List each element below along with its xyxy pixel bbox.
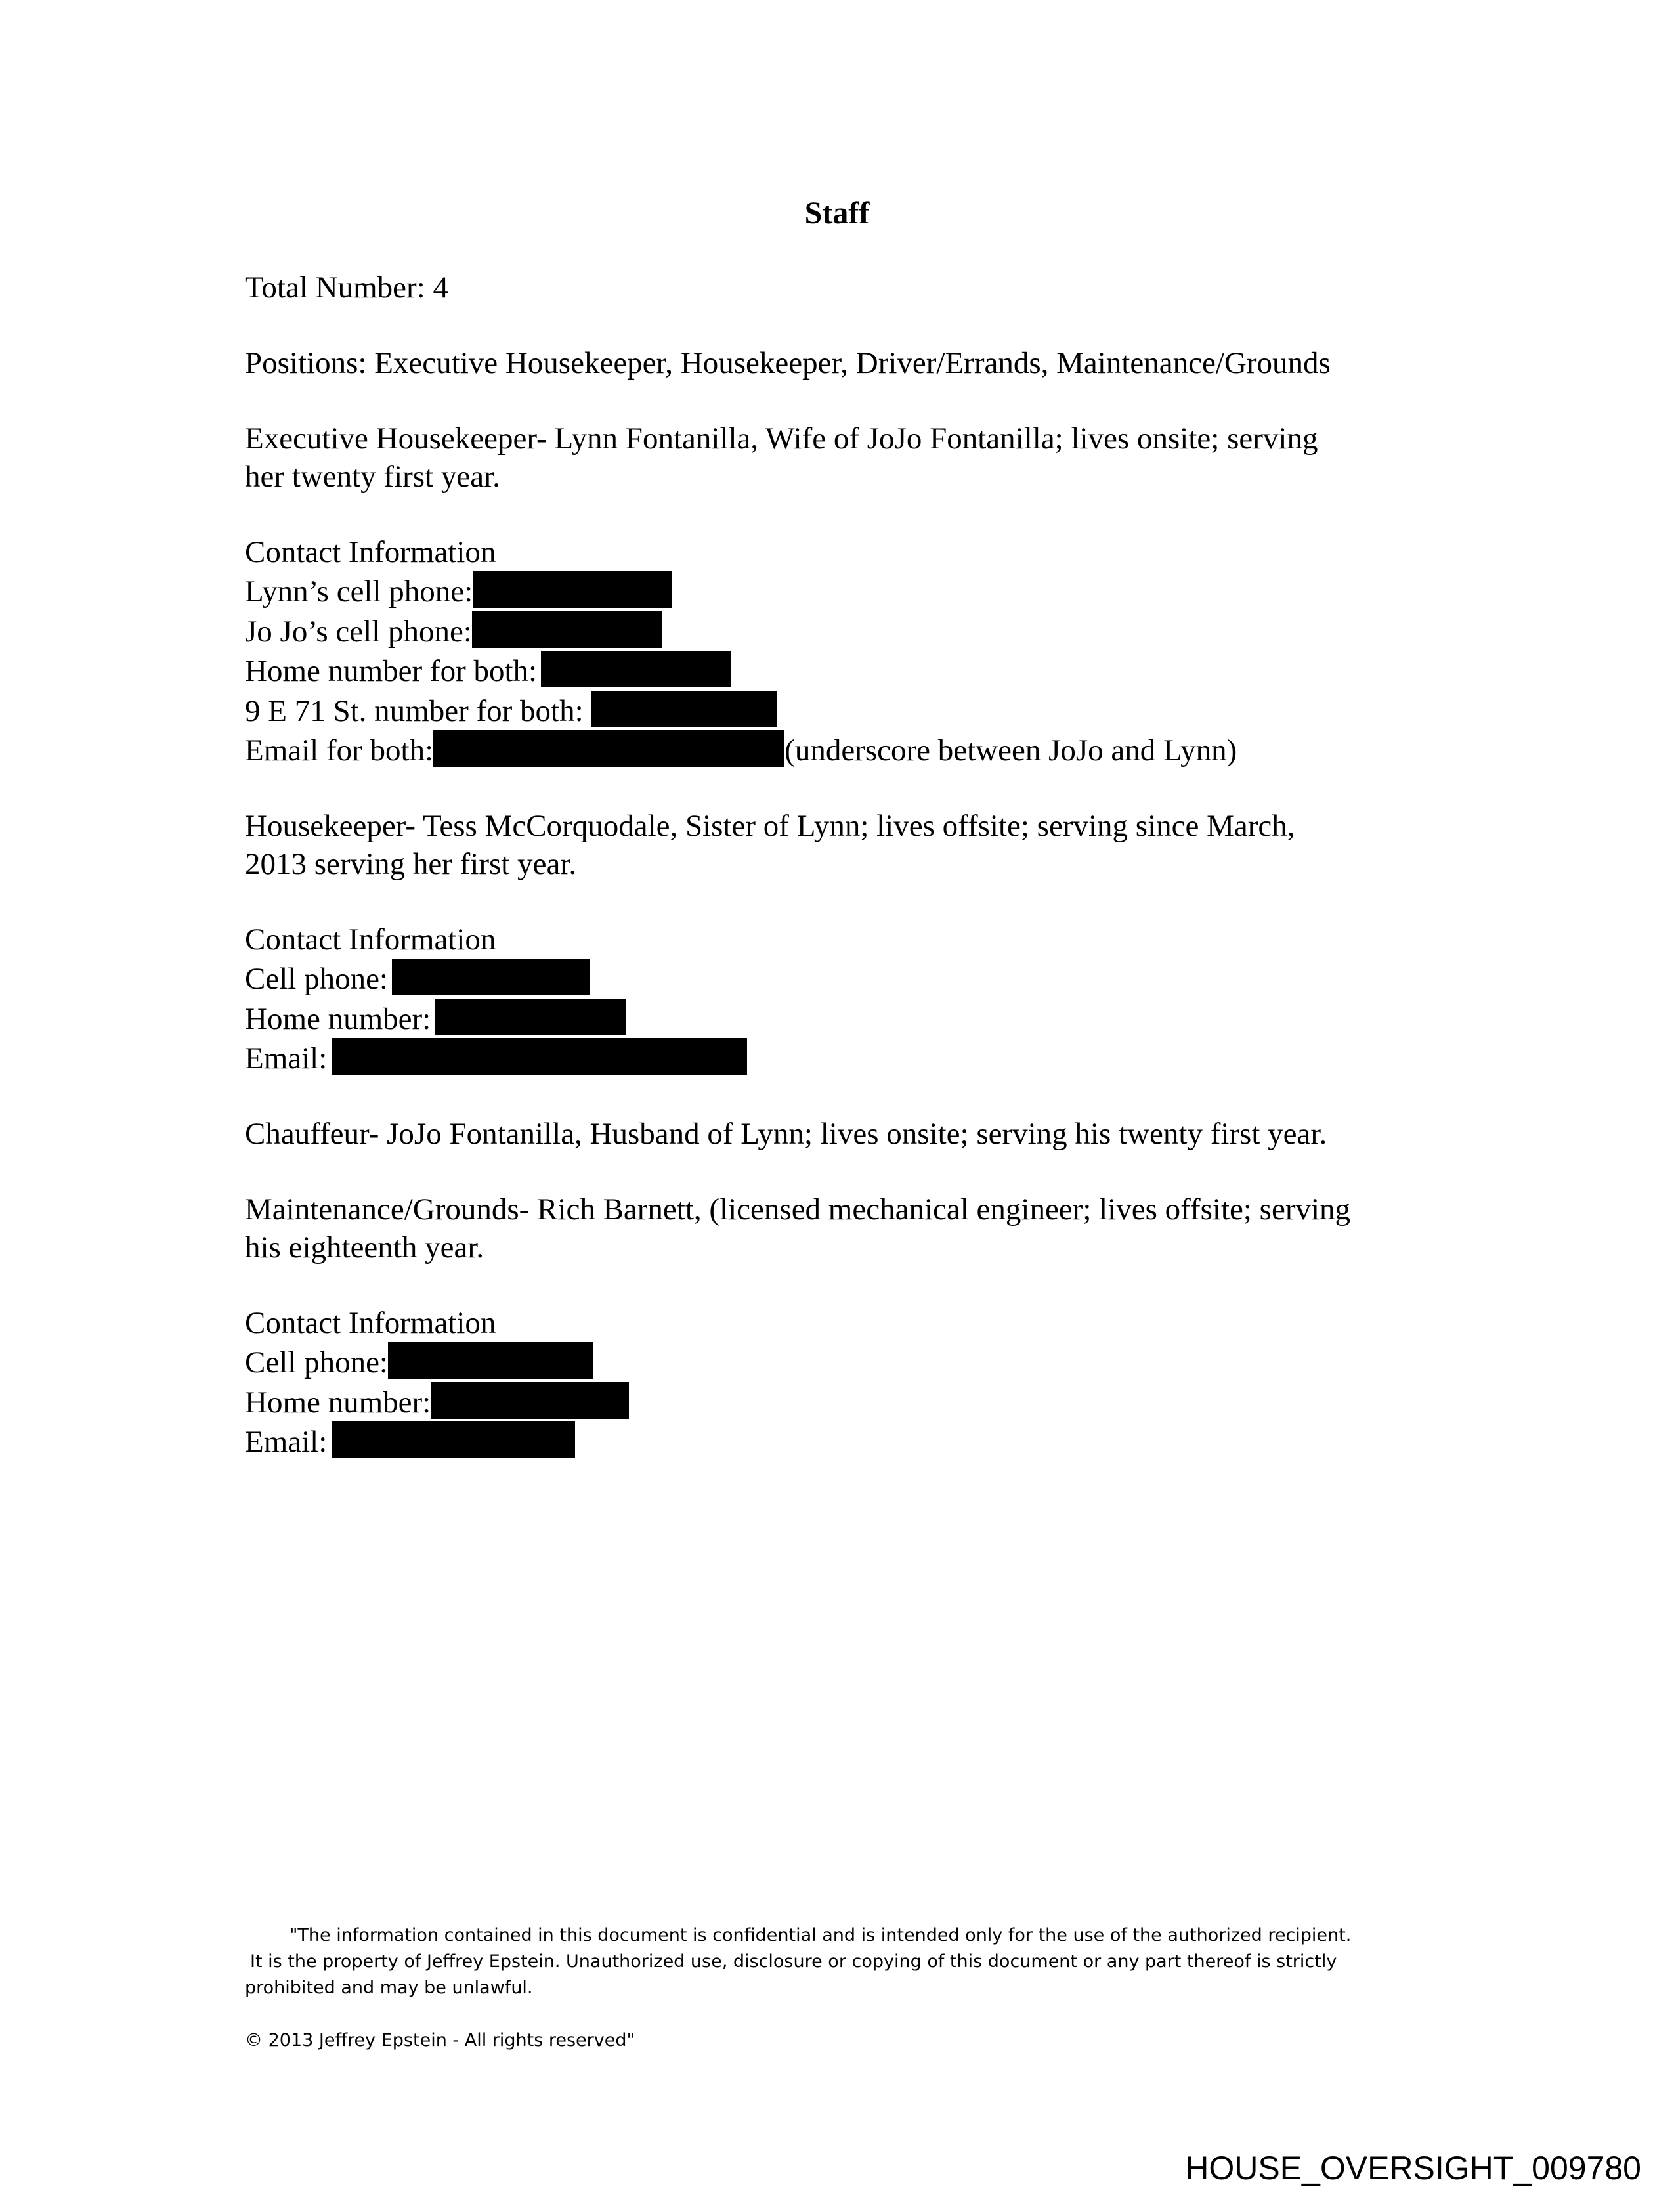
redaction-block [435, 999, 626, 1035]
notice-line3: prohibited and may be unlawful. [245, 1978, 533, 1998]
cell-label: Cell phone: [245, 1345, 388, 1379]
notice-line2: It is the property of Jeffrey Epstein. Unauthorized use, disclosure or copying of this document or any part thereof is strictly [250, 1951, 1337, 1972]
jojo-cell-row [245, 611, 1446, 651]
contact-heading: Contact Information [245, 534, 496, 569]
redaction-block [332, 1038, 747, 1075]
home-row [245, 999, 1446, 1039]
housekeeper-line2: 2013 serving her first year. [245, 846, 577, 881]
housekeeper-contact [245, 921, 1446, 1078]
maintenance-contact [245, 1305, 1446, 1462]
e71-both-row [245, 691, 1446, 731]
exec-housekeeper-line1: Executive Housekeeper- Lynn Fontanilla, Wife of JoJo Fontanilla; lives onsite; serving [245, 422, 1318, 456]
redaction-block [473, 571, 672, 608]
maintenance-section [245, 1191, 1446, 1267]
home-row [245, 1382, 1446, 1422]
email-row [245, 1038, 1446, 1078]
redaction-block [433, 730, 784, 767]
redaction-block [591, 691, 777, 727]
email-row [245, 1421, 1446, 1462]
positions-text: Positions: Executive Housekeeper, Housekeeper, Driver/Errands, Maintenance/Grounds [245, 346, 1331, 380]
confidentiality-notice [245, 1922, 1427, 2001]
redaction-block [472, 611, 662, 648]
home-label: Home number: [245, 1001, 431, 1036]
housekeeper-line1: Housekeeper- Tess McCorquodale, Sister of Lynn; lives offsite; serving since March, [245, 809, 1295, 843]
redaction-block [541, 651, 731, 687]
total-number [245, 269, 1446, 307]
contact-heading: Contact Information [245, 922, 496, 957]
maintenance-line1: Maintenance/Grounds- Rich Barnett, (licensed mechanical engineer; lives offsite; serving [245, 1192, 1351, 1226]
positions [245, 345, 1446, 383]
chauffeur-line1: Chauffeur- JoJo Fontanilla, Husband of Lynn; lives onsite; serving his twenty first year. [245, 1117, 1327, 1151]
email-both-label: Email for both: [245, 733, 434, 768]
chauffeur-section [245, 1116, 1446, 1154]
cell-label: Cell phone: [245, 962, 388, 996]
email-label: Email: [245, 1425, 328, 1459]
total-number-text: Total Number: 4 [245, 271, 448, 305]
bates-number: HOUSE_OVERSIGHT_009780 [1185, 2150, 1641, 2186]
copyright-notice: © 2013 Jeffrey Epstein - All rights reserved" [245, 2030, 635, 2050]
lynn-cell-label: Lynn’s cell phone: [245, 575, 473, 609]
document-body [245, 269, 1446, 1499]
contact-heading: Contact Information [245, 1305, 496, 1340]
cell-row [245, 1342, 1446, 1382]
email-both-row [245, 730, 1446, 770]
redaction-block [431, 1382, 629, 1419]
lynn-cell-row [245, 571, 1446, 611]
redaction-block [392, 959, 590, 995]
email-label: Email: [245, 1041, 328, 1075]
jojo-cell-label: Jo Jo’s cell phone: [245, 614, 472, 649]
cell-row [245, 959, 1446, 999]
page-title: Staff [804, 196, 870, 230]
maintenance-line2: his eighteenth year. [245, 1230, 484, 1265]
home-both-row [245, 651, 1446, 691]
email-note: (underscore between JoJo and Lynn) [784, 733, 1237, 768]
home-label: Home number: [245, 1385, 431, 1420]
notice-line1: "The information contained in this document is confidential and is intended only for the use of the authorized recipient. [290, 1925, 1352, 1945]
exec-housekeeper-contact [245, 534, 1446, 770]
exec-housekeeper-section [245, 420, 1446, 496]
exec-housekeeper-line2: her twenty first year. [245, 459, 500, 494]
home-both-label: Home number for both: [245, 654, 538, 688]
e71-both-label: 9 E 71 St. number for both: [245, 693, 584, 728]
housekeeper-section [245, 808, 1446, 883]
redaction-block [388, 1342, 593, 1379]
redaction-block [332, 1421, 575, 1458]
